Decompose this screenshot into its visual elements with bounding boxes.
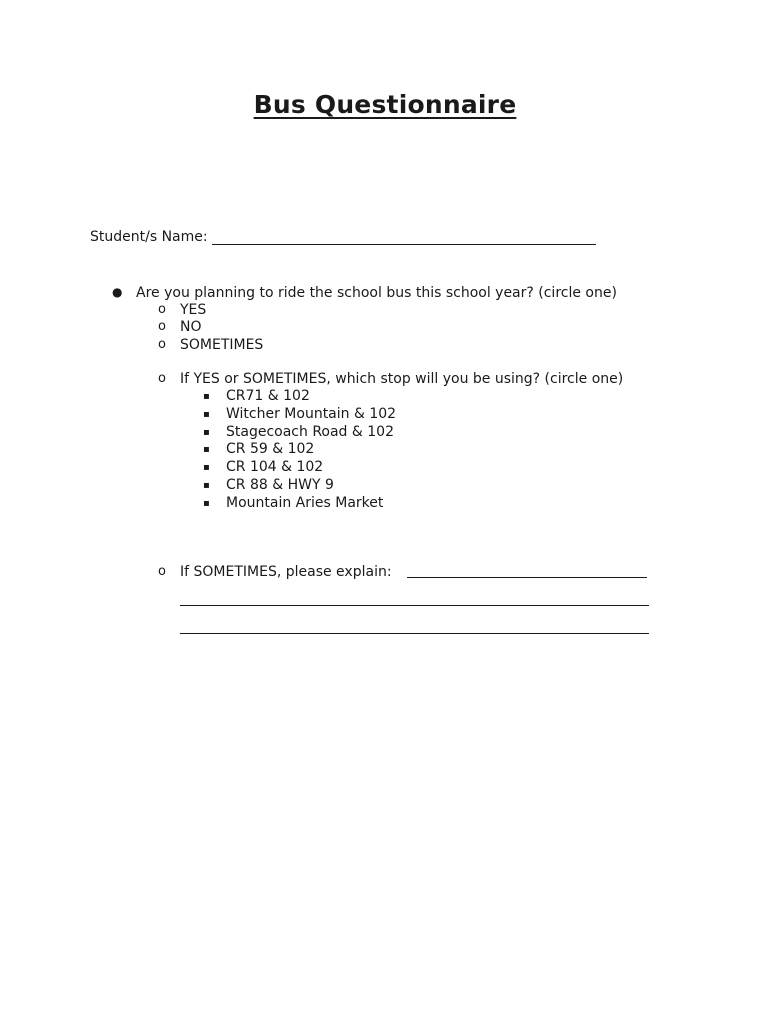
explain-field-line-2[interactable] bbox=[180, 605, 649, 606]
stop-label: Mountain Aries Market bbox=[226, 495, 384, 511]
square-bullet-icon: ▪ bbox=[203, 391, 210, 402]
square-bullet-icon: ▪ bbox=[203, 462, 210, 473]
circle-bullet-icon: o bbox=[158, 564, 166, 579]
option-label: SOMETIMES bbox=[180, 337, 264, 353]
option-label: NO bbox=[180, 319, 202, 335]
square-bullet-icon: ▪ bbox=[203, 498, 210, 509]
page-title: Bus Questionnaire bbox=[253, 90, 517, 119]
circle-bullet-icon: o bbox=[158, 302, 166, 317]
circle-bullet-icon: o bbox=[158, 337, 166, 352]
square-bullet-icon: ▪ bbox=[203, 480, 210, 491]
question-ride-bus-text: Are you planning to ride the school bus this school year? (circle one) bbox=[136, 285, 617, 301]
stop-label: CR71 & 102 bbox=[226, 388, 310, 404]
explain-field-line-1[interactable] bbox=[407, 577, 647, 578]
question-bus-stop-text: If YES or SOMETIMES, which stop will you be using? (circle one) bbox=[180, 371, 624, 387]
student-name-label: Student/s Name: bbox=[90, 229, 208, 245]
question-explain-text: If SOMETIMES, please explain: bbox=[180, 564, 392, 580]
stop-label: Witcher Mountain & 102 bbox=[226, 406, 397, 422]
square-bullet-icon: ▪ bbox=[203, 409, 210, 420]
circle-bullet-icon: o bbox=[158, 319, 166, 334]
stop-label: Stagecoach Road & 102 bbox=[226, 424, 394, 440]
square-bullet-icon: ▪ bbox=[203, 427, 210, 438]
bullet-icon: ● bbox=[112, 285, 123, 299]
stop-label: CR 88 & HWY 9 bbox=[226, 477, 334, 493]
stop-label: CR 104 & 102 bbox=[226, 459, 324, 475]
explain-field-line-3[interactable] bbox=[180, 633, 649, 634]
option-label: YES bbox=[180, 302, 207, 318]
stop-label: CR 59 & 102 bbox=[226, 441, 315, 457]
circle-bullet-icon: o bbox=[158, 371, 166, 386]
square-bullet-icon: ▪ bbox=[203, 444, 210, 455]
student-name-row bbox=[90, 229, 596, 245]
student-name-field[interactable] bbox=[212, 230, 596, 245]
